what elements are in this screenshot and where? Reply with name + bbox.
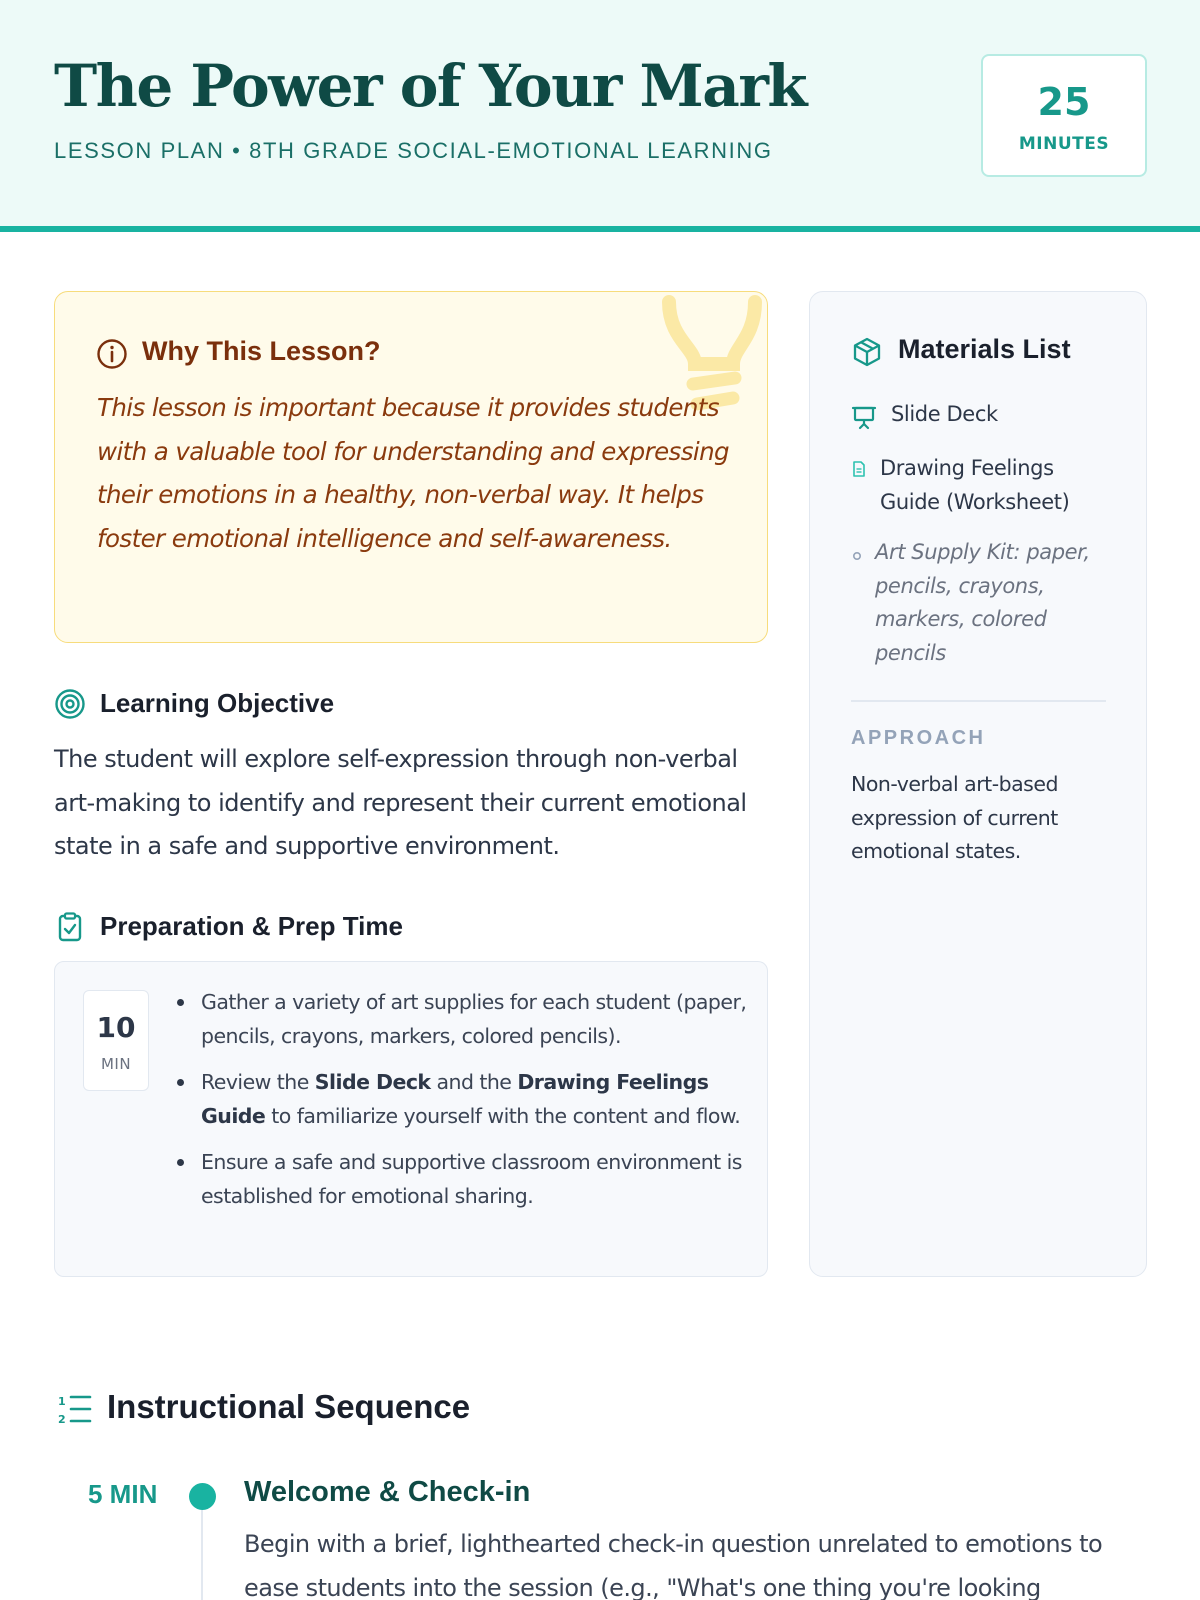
file-icon xyxy=(852,461,866,477)
step-title: Welcome & Check-in xyxy=(244,1476,531,1508)
materials-divider xyxy=(851,700,1106,702)
prep-time-unit: MIN xyxy=(100,1055,132,1073)
timeline-line xyxy=(201,1500,203,1600)
duration-value: 25 xyxy=(1037,80,1091,124)
info-icon xyxy=(96,338,128,370)
prep-list xyxy=(173,986,747,1226)
material-item: Slide Deck xyxy=(891,402,998,426)
approach-text: Non-verbal art-based expression of current emotional states. xyxy=(851,772,1058,863)
duration-badge xyxy=(981,54,1147,177)
step-text: Begin with a brief, lighthearted check-in question unrelated to emotions to ease students into the session (e.g., "What's one thing you're looking xyxy=(244,1530,1103,1600)
step-time: 5 MIN xyxy=(88,1479,158,1509)
slide-deck-ref: Slide Deck xyxy=(314,1070,431,1094)
clipboard-check-icon xyxy=(54,911,86,943)
material-item: Art Supply Kit: paper, pencils, crayons, markers, colored pencils xyxy=(875,540,1090,665)
presentation-icon xyxy=(851,404,877,430)
why-lesson-card xyxy=(54,291,768,643)
prep-item: Review the Slide Deck and the Drawing Feelings Guide to familiarize yourself with the content and flow. xyxy=(173,1066,747,1133)
prep-time-value: 10 xyxy=(96,1011,136,1044)
approach-label: APPROACH xyxy=(851,727,986,749)
sequence-title: Instructional Sequence xyxy=(107,1388,471,1425)
material-item: Drawing Feelings Guide (Worksheet) xyxy=(880,456,1070,514)
drawing-guide-ref: Drawing Feelings Guide xyxy=(201,1070,709,1128)
target-icon xyxy=(54,688,86,720)
prep-item: Ensure a safe and supportive classroom environment is established for emotional sharing. xyxy=(173,1146,747,1213)
svg-text:2: 2 xyxy=(58,1413,66,1426)
prep-item: Gather a variety of art supplies for each student (paper, pencils, crayons, markers, colored pencils). xyxy=(173,986,747,1053)
page-title: The Power of Your Mark xyxy=(54,52,807,120)
objective-title: Learning Objective xyxy=(100,688,335,718)
numbered-list-icon xyxy=(57,1392,93,1426)
why-lesson-text: This lesson is important because it provides students with a valuable tool for understanding and expressing their emotions in a healthy, non-verbal way. It helps foster emotional intelligence and self-awareness. xyxy=(97,393,729,553)
lesson-header xyxy=(0,0,1200,232)
duration-unit: MINUTES xyxy=(1018,134,1110,154)
timeline-dot xyxy=(189,1483,216,1510)
materials-title: Materials List xyxy=(898,334,1071,364)
prep-card xyxy=(54,961,768,1277)
materials-panel xyxy=(809,291,1147,1277)
dot-icon xyxy=(852,551,862,561)
why-lesson-title: Why This Lesson? xyxy=(142,336,381,366)
package-icon xyxy=(851,336,883,368)
page-subtitle: LESSON PLAN • 8TH GRADE SOCIAL-EMOTIONAL LEARNING xyxy=(54,138,773,163)
prep-title: Preparation & Prep Time xyxy=(100,911,403,941)
prep-time-badge xyxy=(83,990,149,1091)
svg-text:1: 1 xyxy=(58,1395,66,1408)
objective-text: The student will explore self-expression through non-verbal art-making to identify and represent their current emotional state in a safe and supportive environment. xyxy=(54,745,747,860)
